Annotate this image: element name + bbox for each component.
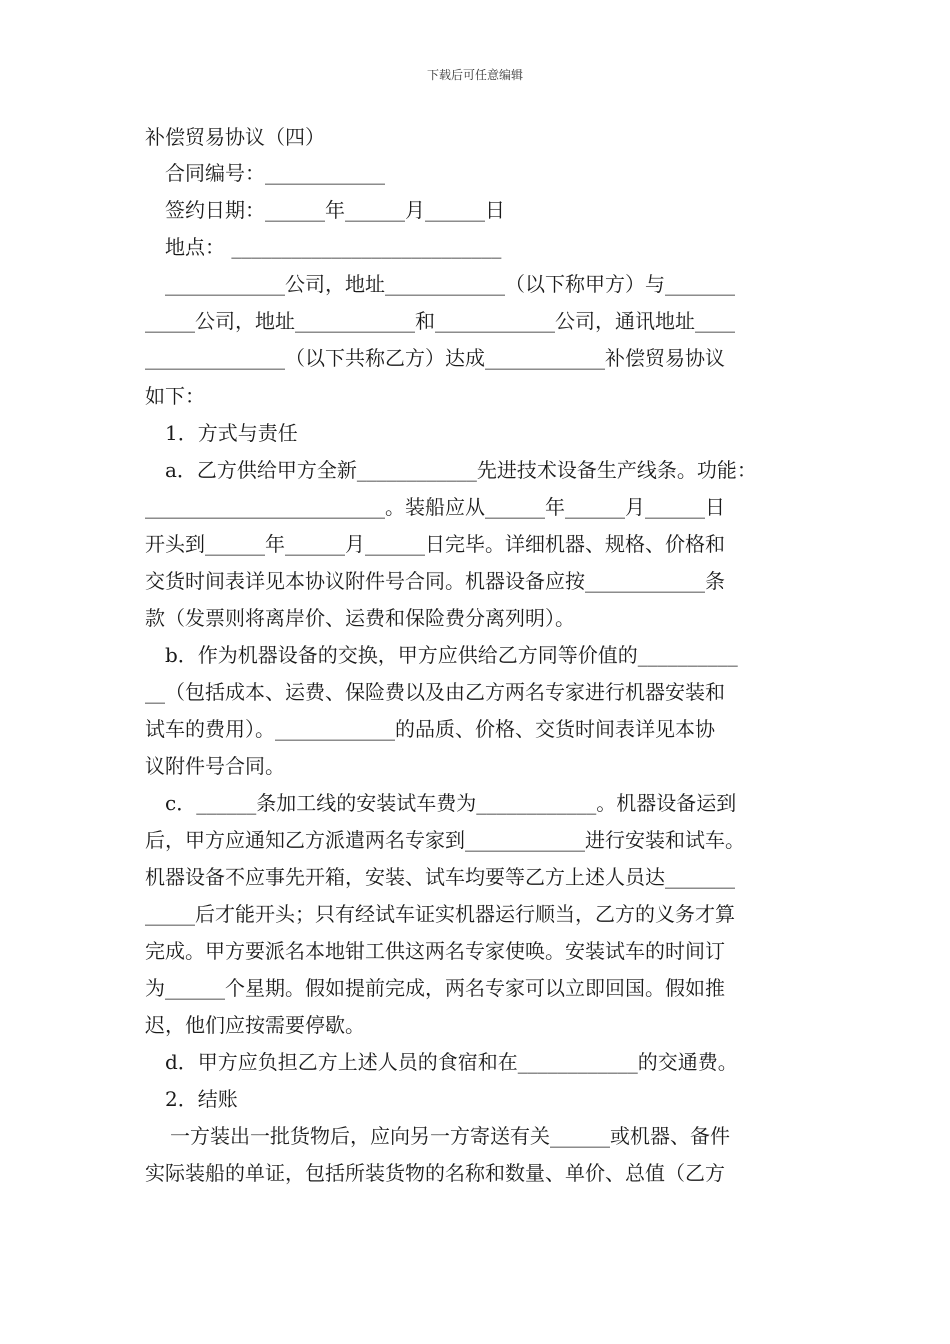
clause-line: _____后才能开头；只有经试车证实机器运行顺当，乙方的义务才算 <box>145 902 735 926</box>
clause-line: 实际装船的单证，包括所装货物的名称和数量、单价、总值（乙方 <box>145 1161 725 1185</box>
location-line: 地点： ___________________________ <box>165 235 502 259</box>
clause-line: 机器设备不应事先开箱，安装、试车均要等乙方上述人员达_______ <box>145 865 735 889</box>
clause-line: ________________________。装船应从______年______月______日 <box>145 495 725 519</box>
signing-date-line: 签约日期：______年______月______日 <box>165 198 505 222</box>
document-title: 补偿贸易协议（四） <box>145 125 325 149</box>
paragraph-line: ______________（以下共称乙方）达成____________补偿贸易协议 <box>145 346 725 370</box>
clause-line: 议附件号合同。 <box>145 754 285 778</box>
paragraph-line: 如下： <box>145 384 205 408</box>
clause-line: c．______条加工线的安装试车费为____________。机器设备运到 <box>165 791 737 815</box>
clause-line: b．作为机器设备的交换，甲方应供给乙方同等价值的__________ <box>165 643 738 667</box>
contract-number-line: 合同编号：____________ <box>165 161 385 185</box>
section-heading: 2．结账 <box>165 1087 238 1111</box>
page-header: 下载后可任意编辑 <box>426 68 523 82</box>
clause-line: 交货时间表详见本协议附件号合同。机器设备应按____________条 <box>145 569 725 593</box>
clause-line: __（包括成本、运费、保险费以及由乙方两名专家进行机器安装和 <box>145 680 725 704</box>
clause-line: 开头到______年______月______日完毕。详细机器、规格、价格和 <box>145 532 725 556</box>
clause-line: 完成。甲方要派名本地钳工供这两名专家使唤。安装试车的时间订 <box>145 939 725 963</box>
clause-line: 后，甲方应通知乙方派遣两名专家到____________进行安装和试车。 <box>145 828 745 852</box>
clause-line: d．甲方应负担乙方上述人员的食宿和在____________的交通费。 <box>165 1050 738 1074</box>
clause-line: 迟，他们应按需要停歇。 <box>145 1013 365 1037</box>
paragraph-line: ____________公司，地址____________（以下称甲方）与_______ <box>165 272 735 296</box>
paragraph-line: _____公司，地址____________和____________公司，通讯地址____ <box>145 309 735 333</box>
clause-line: 为______个星期。假如提前完成，两名专家可以立即回国。假如推 <box>145 976 725 1000</box>
clause-line: 一方装出一批货物后，应向另一方寄送有关______或机器、备件 <box>170 1124 730 1148</box>
clause-line: 试车的费用）。____________的品质、价格、交货时间表详见本协 <box>145 717 715 741</box>
clause-line: 款（发票则将离岸价、运费和保险费分离列明）。 <box>145 606 575 630</box>
clause-line: a．乙方供给甲方全新____________先进技术设备生产线条。功能： <box>165 458 757 482</box>
section-heading: 1．方式与责任 <box>165 421 298 445</box>
